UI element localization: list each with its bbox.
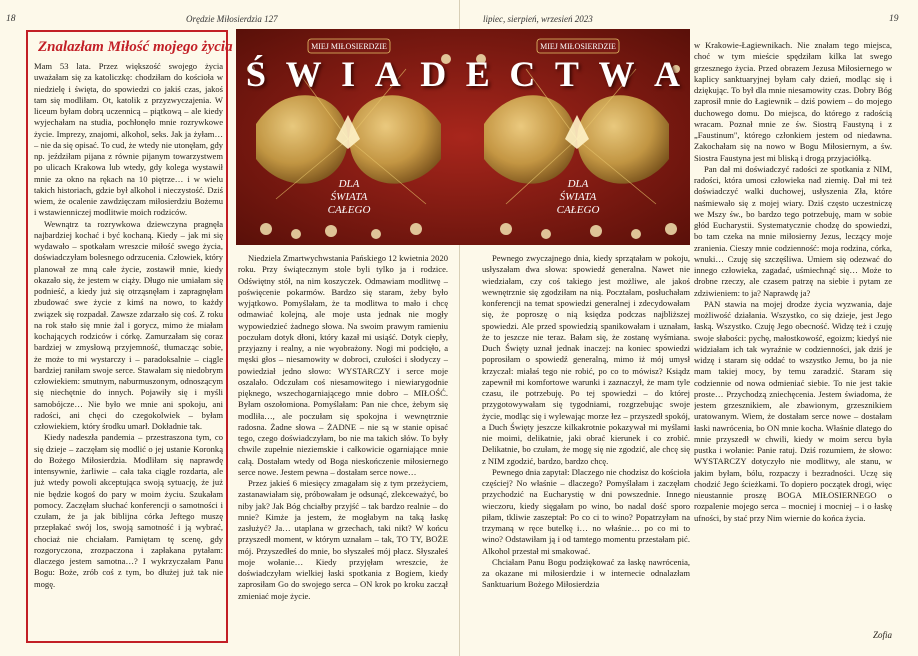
column-3	[482, 253, 690, 645]
banner-letter: D	[420, 54, 447, 94]
plaque-text-right: MIEJ MIŁOSIERDZIE	[540, 42, 616, 51]
column-2	[238, 253, 448, 645]
right-page-number: 19	[889, 14, 899, 24]
banner-title	[236, 53, 690, 95]
banner-letter: T	[554, 54, 579, 94]
article-frame	[26, 30, 233, 643]
paragraph: Przez jakieś 6 miesięcy zmagałam się z tym przeżyciem, zastanawiałam się, próbowałam je odsunąć, zlekceważyć, bo niby jak? Jak Bóg chciałby przyjść – tak bardzo realnie – do mnie? Kimże ja jestem, że mogłabym na taką łaskę zasłużyć? Ja… utaplana w grzechach, taki nikt? W końcu przyszedł moment, w którym uznałam – tak, TO TY, BOŻE mój. Przyszedłeś do mnie, bo słyszałeś mój płacz. Słyszałeś moje wołanie… Kiedy przyjęłam wreszcie, że doświadczyłam wielkiej łaski spotkania z Bogiem, kiedy zaprosiłam Go do swojego serca – ON krok po kroku zaczął zmieniać moje życie.	[238, 478, 448, 601]
banner-letter: W	[285, 54, 322, 94]
column-1	[34, 61, 223, 639]
paragraph: Chciałam Panu Bogu podziękować za łaskę nawrócenia, za okazane mi miłosierdzie i w internecie odnalazłam Sanktuarium Bożego Miłosierdzia	[482, 556, 690, 590]
banner-letter: W	[598, 54, 635, 94]
article-headline: Znalazłam Miłość mojego życia	[38, 39, 233, 55]
paragraph: Wewnątrz ta rozrywkowa dziewczyna pragnęła najbardziej kochać i być kochaną. Kiedy – jak mi się wydawało – spotkałam wreszcie miłość swego życia, doświadczyłam bolesnego odrzucenia. Człowiek, który planował ze mną całe życie, zostawił mnie, kiedy okazało się, że jestem w ciąży. Długo nie umiałam się podnieść, a kiedy już się otrząsnęłam i zapragnęłam zbudować swe życie z kimś na nowo, to każdy związek się rozpadał. Zawsze zdarzało się coś. Z roku na rok stało się mnie żal i gorycz, mimo że miałam kochających rodziców i córkę. Zamurzałam się coraz bardziej w zmysłową przyjemność, tłumacząc sobie, że może to mi wystarczy i – paradoksalnie – ciągle bardziej raniłam swoje serce. Stawałam się niedobrym człowiekiem: smutnym, naburmuszonym, odnoszącym się niechętnie do innych. Pojawiły się i myśli samobójcze… Nie było we mnie ani spokoju, ani radości, ani chęci do czegokolwiek – byłam człowiekiem, który środku umarł. Dokładnie tak.	[34, 218, 223, 431]
banner-letter: C	[509, 54, 536, 94]
banner-letter: A	[374, 54, 401, 94]
paragraph: w Krakowie-Łagiewnikach. Nie znałam tego miejsca, choć w tym mieście spędziłam kilka lat swego grzesznego życia. Przed obrazem Jezusa Miłosiernego w kaplicy sanktuaryjnej byłam cały dzień, modląc się i dziękując. To był dla mnie niesamowity czas. Dobry Bóg zaprosił mnie do Łagiewnik – dziś powiem – do mojego duchowego domu. Do miejsca, do którego z radością wracam. Poznał mnie ze św. Siostrą Faustyną i z „Faustinum", którego członkiem jestem od niedawna. Zakochałam się na nowo w Bogu Miłosiernym, a św. Siostra Faustyna jest mi bliską i drogą przyjaciółką.	[694, 40, 892, 163]
left-running-header: Orędzie Miłosierdzia 127	[186, 14, 278, 24]
paragraph: Pewnego zwyczajnego dnia, kiedy sprzątałam w pokoju, usłyszałam dwa słowa: spowiedź generalna. Nawet nie wiedziałam, czy coś takiego jest możliwe, ale jakoś wewnętrznie się zgodziłam na nią. Pocztałam, posłuchałam konferencji na temat spowiedzi generalnej i zdecydowałam się, że poproszę o nią księdza podczas najbliższej spowiedzi. Ale przed spowiedzią spanikowałam i uznałam, że to jeszcze nie teraz. Bałam się, że zostanę wyśmiana. Duch Święty uznał jednak inaczej: na koniec spowiedzi poprosiłam o spowiedź generalną, mimo iż mój umysł krzyczał: miałaś tego nie robić, po co to mówisz? Ksiądz zapewnił mi komfortowe warunki i zaznaczył, że mam tyle czasu, ile potrzebuję. Po tej spowiedzi – do której przygotowywałam się tygodniami, rozgrzebując swoje życie, modląc się i wylewając morze łez – przyszedł spokój, a Duch Święty jeszcze kilkakrotnie pokazywał mi myślami nie moimi, delikatnie, jaki obrać kierunek i co zrobić. Delikatnie, bo czułam, że mogę się nie zgodzić, ale chcę się z NIM zgodzić, bardzo, bardzo chcę.	[482, 253, 690, 466]
banner-letter: A	[654, 54, 680, 94]
banner-letter: I	[341, 54, 356, 94]
paragraph: PAN stawia na mojej drodze życia wyzwania, daje możliwość działania. Wszystko, co się dzieje, jest Jego łaską. Wszystko. Czuję Jego obecność. Widzę też i czuję swoje słabości: pychę, małostkowość, egoizm; kiedyś nie widziałam ich tak wyraźnie w codzienności, jak dziś je widzę i staram się oddać to wszystko Jemu, bo ja nie mam takiej mocy, by temu zaradzić. Staram się codziennie od nowa odmieniać siebie. To nie jest takie proste… Przychodzą zniechęcenia. Jestem świadoma, że jestem grzesznikiem, ale zbawionym, grzesznikiem uratowanym. Wiem, że dostałam serce nowe – dostałam łaski nawrócenia, bo ON mnie kocha. Właśnie dlatego do mnie przyszedł w chwili, kiedy w moim sercu była pustka i wołanie: Panie ratuj. Dziś rozumiem, że słowo: WYSTARCZY dotyczyło nie modlitwy, ale stanu, w jakim byłam, bólu, rozpaczy i bezradności. Uczę się chodzić Jego ścieżkami. To dopiero początek drogi, więc nieustannie proszę BOGA MIŁOSIERNEGO o rozpalenie mojego serca – mocniej i mocniej – i o łaskę ufności, by stać przy Nim wiernie do końca życia.	[694, 298, 892, 523]
banner-letter: E	[465, 54, 490, 94]
author-signature: Zofia	[872, 630, 892, 640]
plaque-line: DLA	[338, 178, 360, 190]
plaque-line: CAŁEGO	[556, 204, 600, 216]
plaque-line: ŚWIATA	[559, 191, 597, 203]
column-4	[694, 40, 892, 646]
paragraph: Niedziela Zmartwychwstania Pańskiego 12 kwietnia 2020 roku. Przy świątecznym stole byli tylko ja i rodzice. Odświętny stół, na nim koszyczek. Odmawiam modlitwę – poświęcenie pokarmów. Bardzo się staram, żeby było wyjątkowo. Pomyślałam, że ta modlitwa to mało i chcę odmawiać kolejną, ale moje usta jednak nie mogły wypowiedzieć żadnego słowa. Na swoim prawym ramieniu poczułam dotyk dłoni, który kazał mi usiąść. Dotyk ciepły, przyjazny i realny, a nie wyobrażony. Nogi mi podcięło, a męski głos – niesamowity w dobroci, czułości i słodyczy – powiedział jedno słowo: WYSTARCZY i serce moje oszalało. Odczułam coś niesamowitego i niewiarygodnie pięknego, wszechogarniającego mnie dobro – MIŁOŚĆ. Byłam oszołomiona. Pomyślałam: Pan nie chce, żebym się modliła…, ale poczułam się spokojna i wewnętrznie radosna. Żadne słowa – ŻADNE – nie są w stanie opisać tego, czego doświadczyłam, bo nie ma takich słów. To były chwile zupełnie nieziemskie i całkowicie ogarniające mnie całą. Dostałam wtedy od Boga nieskończenie miłosiernego serce nowe. Jestem pewna – dostałam serce nowe…	[238, 253, 448, 477]
paragraph: Mam 53 lata. Przez większość swojego życia uważałam się za katoliczkę: chodziłam do kościoła w niedzielę i święta, do spowiedzi co jakiś czas, jakoś tam się modliłam. Ot, katolik z przyzwyczajenia. W liceum byłam dobrą uczennicą – piątkową – ale kiedy wyjechałam na studia, pochłonęło mnie rozrywkowe życie. Imprezy, znajomi, alkohol, seks. Jak ja żyłam… – nie da się opisać. To cud, że wtedy nie utonęłam, gdy np. jeździłam pijana z równie pijanym towarzystwem po ulicach Krakowa lub wtedy, gdy kolega wystawił mnie za okno na rękach na 10 piętrze… i w wielu takich historiach, gdzie był alkohol i nieczystość. Dziś wiem, że ocalenie zawdzięczam miłosierdziu Bożemu i wstawienniczej modlitwie moich rodziców.	[34, 61, 223, 218]
paragraph: Pan dał mi doświadczyć radości ze spotkania z NIM, radości, która umosi człowieka nad ziemię. Dał mi też doświadczyć walki duchowej, usłyszenia Zła, które naśmiewało się z mojej wiary. Dziś często uczestniczę we Mszy św., bo bardzo tego potrzebuję, mam w sobie głód Eucharystii. Systematycznie chodzę do spowiedzi, bo tam czeka na mnie miłosierny Jezus, leczący moje zranienia. Cieszy mnie codzienność: moja rodzina, córka, wnuki… Czuję się szczęśliwa. Umiem się odezwać do innego człowieka, zagadać, uśmiechnąć się… Może to drobne rzeczy, ale czasem patrzę na siebie i pytam ze zdziwieniem: to ja? Naprawdę ja?	[694, 163, 892, 298]
plaque-line: DLA	[567, 178, 589, 190]
paragraph: Pewnego dnia zapytał: Dlaczego nie chodzisz do kościoła częściej? No właśnie – dlaczego? Pomyślałam i zaczęłam przychodzić na Eucharystię w dni powszednie. Innego wieczoru, kiedy sięgałam po wino, bo nadal dość sporo piłam, tkliwie zaszeptał: Po co ci to wino? Popatrzyłam na trzymaną w ręce butelkę i… no właśnie… po co mi to wino? Odstawiłam ją i od tamtego momentu przestałam pić. Alkohol przestał mi smakować.	[482, 466, 690, 556]
plaque-line: ŚWIATA	[330, 191, 368, 203]
swiadectwa-banner	[236, 29, 690, 245]
banner-letter: Ś	[246, 54, 267, 94]
left-page-number: 18	[6, 14, 16, 24]
right-running-header: lipiec, sierpień, wrzesień 2023	[483, 14, 593, 24]
paragraph: Kiedy nadeszła pandemia – przestraszona tym, co się dzieje – zaczęłam się modlić o jej ustanie Koronką do Bożego Miłosierdzia. Modliłam się naprawdę intensywnie, żarliwie – cała taka ciągle rozdarta, ale już wtedy powoli akceptująca swoją sytuację, że już nie będzie kogoś do pary w moim życiu. Szukałam pomocy. Zaczęłam słuchać konferencji o samotności i czułam, że ja jak biblijna córka Jeftego muszę przepłakać swój los, swoją samotność i ją wybrać, chociaż nie chciałam. Pamiętam tę scenę, gdy rozgoryczona, zrozpaczona i zapłakana pytałam: dlaczego jestem samotna…? I wykrzyczałam Panu Bogu: Boże, zrób coś z tym, bo dłużej już tak nie mogę.	[34, 432, 223, 589]
plaque-text-left: MIEJ MIŁOSIERDZIE	[311, 42, 387, 51]
plaque-line: CAŁEGO	[327, 204, 371, 216]
